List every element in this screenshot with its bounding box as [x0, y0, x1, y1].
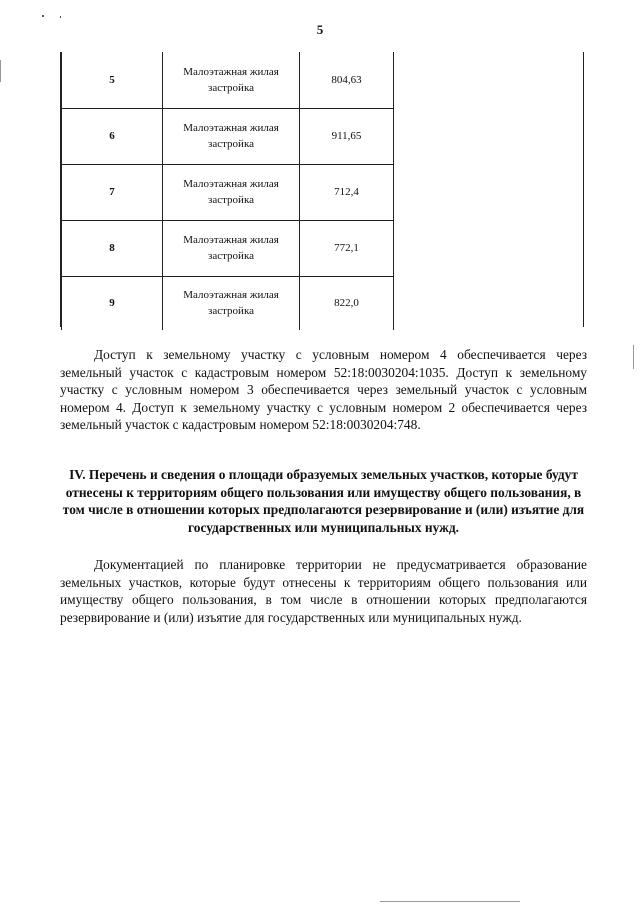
land-plots-table — [60, 52, 584, 327]
table-row — [62, 164, 394, 220]
plot-number-cell: 8 — [62, 220, 163, 276]
area-cell: 804,63 — [300, 52, 394, 108]
scan-artifact-line — [633, 345, 634, 369]
section-heading: IV. Перечень и сведения о площади образуемых земельных участков, которые будут отнесены к территориям общего пользования или имуществу общего пользования, в том числе в отношении которых предполагаются резервирование и (или) изъятие для государственных или муниципальных нужд. — [62, 467, 585, 535]
land-use-cell: Малоэтажная жилая застройка — [163, 52, 300, 108]
land-use-cell: Малоэтажная жилая застройка — [163, 108, 300, 164]
table-row — [62, 108, 394, 164]
land-use-cell: Малоэтажная жилая застройка — [163, 164, 300, 220]
table-row — [62, 220, 394, 276]
section-paragraph: Документацией по планировке территории не предусматривается образование земельных участков, которые будут отнесены к территориям общего пользования или имуществу общего пользования, в том числе в отношении которых предполагаются резервирование и (или) изъятие для государственных или муниципальных нужд. — [60, 557, 587, 625]
area-cell: 772,1 — [300, 220, 394, 276]
area-cell: 822,0 — [300, 276, 394, 330]
scan-artifact-dot — [42, 15, 44, 17]
plot-number-cell: 7 — [62, 164, 163, 220]
plot-number-cell: 5 — [62, 52, 163, 108]
table-row — [62, 276, 394, 330]
table-row — [62, 52, 394, 108]
area-cell: 712,4 — [300, 164, 394, 220]
area-cell: 911,65 — [300, 108, 394, 164]
plot-number-cell: 6 — [62, 108, 163, 164]
plot-number-cell: 9 — [62, 276, 163, 330]
scan-artifact-dot — [60, 16, 61, 18]
access-paragraph: Доступ к земельному участку с условным номером 4 обеспечивается через земельный участок с кадастровым номером 52:18:0030204:1035. Доступ к земельному участку с условным номером 3 обеспечивается через земельный участок с условным номером 4. Доступ к земельному участку с условным номером 2 обеспечивается через земельный участок с кадастровым номером 52:18:0030204:748. — [60, 347, 587, 433]
land-plots-table-grid — [61, 52, 394, 330]
page-number: 5 — [316, 22, 324, 37]
scan-artifact-line — [0, 60, 1, 82]
scan-artifact-line — [380, 901, 520, 902]
land-use-cell: Малоэтажная жилая застройка — [163, 276, 300, 330]
land-use-cell: Малоэтажная жилая застройка — [163, 220, 300, 276]
